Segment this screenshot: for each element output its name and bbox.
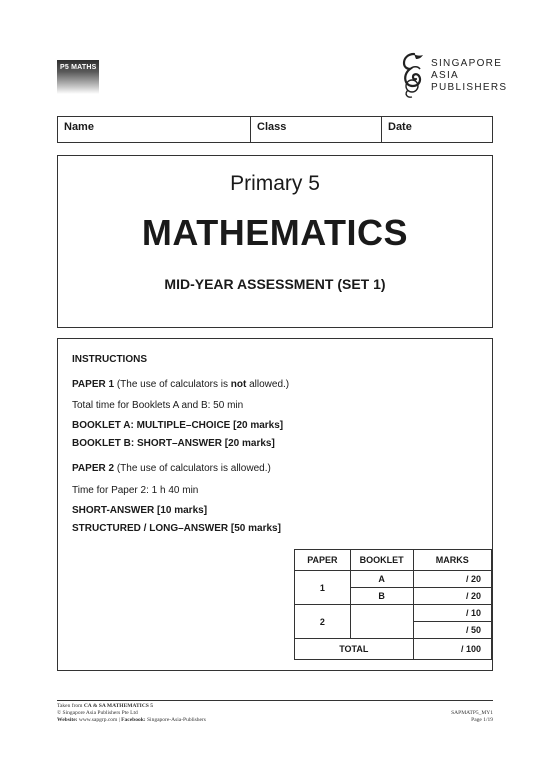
footer-website[interactable]: www.sapgrp.com | (77, 717, 122, 723)
paper-2-note: (The use of calculators is allowed.) (114, 463, 271, 474)
paper-2-label: PAPER 2 (72, 463, 115, 474)
footer-facebook-label: Facebook: (121, 717, 146, 723)
title-box (57, 155, 493, 328)
paper-1-line (72, 379, 289, 390)
seahorse-logo-icon (398, 50, 432, 100)
short-answer-line: SHORT-ANSWER [10 marks] (72, 505, 208, 516)
paper-1-note-b: allowed.) (246, 379, 290, 390)
paper-1-time: Total time for Booklets A and B: 50 min (72, 400, 244, 411)
footer-right (451, 710, 493, 724)
paper-1-label: PAPER 1 (72, 379, 115, 390)
date-label: Date (388, 121, 412, 133)
total-label-cell: TOTAL (295, 639, 414, 660)
footer-left (57, 703, 206, 724)
instructions-heading: INSTRUCTIONS (72, 354, 147, 365)
subject-tag-label: P5 MATHS (60, 64, 97, 71)
paper-2-line (72, 463, 271, 474)
footer-page-number: Page 1/19 (471, 717, 493, 723)
total-marks-cell[interactable]: / 100 (413, 639, 491, 660)
class-label: Class (257, 121, 287, 133)
footer-book-title: CA & SA MATHEMATICS 5 (83, 703, 153, 709)
marks-2a-cell[interactable]: / 10 (413, 605, 491, 622)
header-booklet: BOOKLET (350, 550, 413, 571)
subject-tag (57, 60, 99, 94)
footer-facebook[interactable]: Singapore-Asia-Publishers (145, 717, 206, 723)
paper-1-note-a: (The use of calculators is (114, 379, 231, 390)
paper-1-note-not: not (230, 379, 247, 390)
footer-taken-from (57, 703, 206, 710)
logo-line-2: ASIA (431, 70, 459, 81)
marks-1b-cell[interactable]: / 20 (413, 588, 491, 605)
marks-1a-cell[interactable]: / 20 (413, 571, 491, 588)
header-paper: PAPER (295, 550, 351, 571)
student-info-bar (57, 116, 493, 143)
footer-taken-from-label: Taken from (57, 703, 84, 709)
class-field[interactable] (251, 117, 382, 143)
footer-copyright: © Singapore Asia Publishers Pte Ltd (57, 710, 138, 716)
footer-links (57, 717, 206, 724)
footer-website-label: Website: (57, 717, 78, 723)
publisher-logo (398, 50, 508, 100)
booklet-empty-cell (350, 605, 413, 639)
name-label: Name (64, 121, 94, 133)
logo-line-1: SINGAPORE (431, 58, 503, 69)
level-title: Primary 5 (230, 172, 320, 195)
booklet-b-cell: B (350, 588, 413, 605)
footer-divider (57, 700, 493, 701)
booklet-a-cell: A (350, 571, 413, 588)
subject-title: MATHEMATICS (141, 212, 409, 253)
paper-2-time: Time for Paper 2: 1 h 40 min (72, 485, 199, 496)
footer-code: SAPMATP5_MY1 (451, 710, 493, 716)
booklet-a-line: BOOKLET A: MULTIPLE–CHOICE [20 marks] (72, 420, 284, 431)
instructions-box (57, 338, 493, 671)
structured-line: STRUCTURED / LONG–ANSWER [50 marks] (72, 523, 281, 534)
logo-line-3: PUBLISHERS (431, 82, 508, 93)
marks-table (294, 549, 492, 660)
assessment-title: MID-YEAR ASSESSMENT (SET 1) (164, 276, 386, 292)
booklet-b-line: BOOKLET B: SHORT–ANSWER [20 marks] (72, 438, 275, 449)
paper-2-cell: 2 (295, 605, 351, 639)
date-field[interactable] (382, 117, 493, 143)
paper-1-cell: 1 (295, 571, 351, 605)
marks-2b-cell[interactable]: / 50 (413, 622, 491, 639)
header-marks: MARKS (413, 550, 491, 571)
name-field[interactable] (58, 117, 251, 143)
